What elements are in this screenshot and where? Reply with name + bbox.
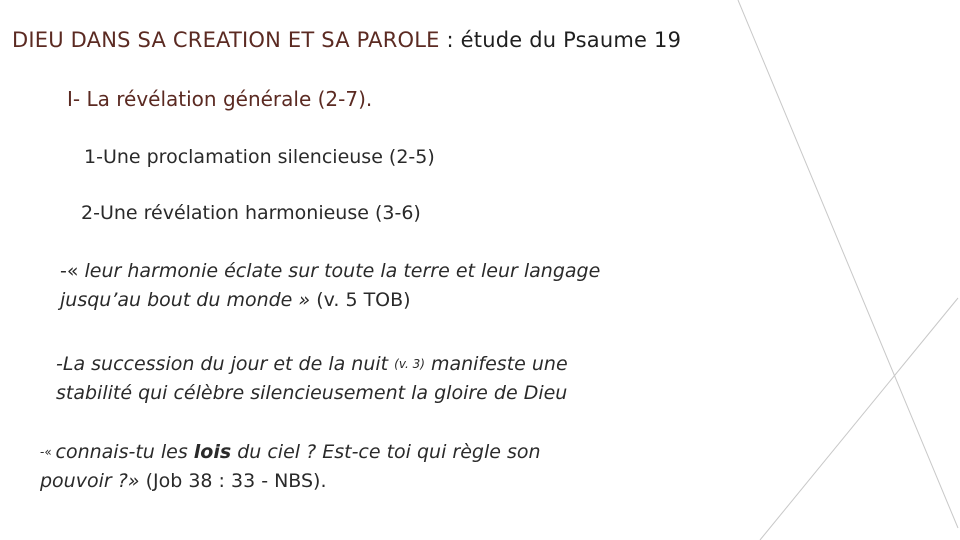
- quote-text: connais-tu les: [55, 441, 194, 463]
- quote-text: -La succession du jour et de la nuit: [56, 353, 395, 375]
- decorative-line-corner: [760, 298, 958, 540]
- quote-succession-line-1: [56, 350, 568, 379]
- decorative-line-diagonal: [738, 0, 958, 528]
- quote-psalm-line-1: [60, 257, 600, 286]
- quote-reference: (Job 38 : 33 - NBS).: [145, 470, 327, 492]
- quote-text: manifeste une: [424, 353, 568, 375]
- quote-job-line-1: [40, 438, 541, 467]
- outline-point-2: 2-Une révélation harmonieuse (3-6): [81, 202, 421, 224]
- quote-succession-line-2: stabilité qui célèbre silencieusement la gloire de Dieu: [56, 382, 568, 404]
- title-separator: :: [439, 28, 461, 52]
- quote-prefix: -«: [60, 260, 85, 282]
- quote-psalm-line-2: [60, 286, 600, 315]
- quote-text: du ciel ? Est-ce toi qui règle son: [231, 441, 541, 463]
- quote-text: pouvoir ?»: [40, 470, 146, 492]
- title-subtitle: étude du Psaume 19: [460, 28, 682, 52]
- quote-reference: (v. 5 TOB): [316, 289, 411, 311]
- title-main: DIEU DANS SA CREATION ET SA PAROLE: [12, 28, 440, 52]
- quote-prefix: -«: [40, 445, 56, 459]
- quote-job-line-2: [40, 467, 541, 496]
- slide-title: [12, 28, 681, 52]
- quote-psalm: [60, 257, 600, 315]
- quote-emphasis: lois: [193, 441, 232, 463]
- quote-text: jusqu’au bout du monde »: [60, 289, 317, 311]
- outline-point-1: 1-Une proclamation silencieuse (2-5): [84, 146, 435, 168]
- quote-succession: [56, 350, 568, 408]
- quote-job: [40, 438, 541, 496]
- quote-text: leur harmonie éclate sur toute la terre et leur langage: [84, 260, 601, 282]
- quote-verse-ref: (v. 3): [394, 357, 425, 371]
- section-heading: I- La révélation générale (2-7).: [67, 87, 373, 111]
